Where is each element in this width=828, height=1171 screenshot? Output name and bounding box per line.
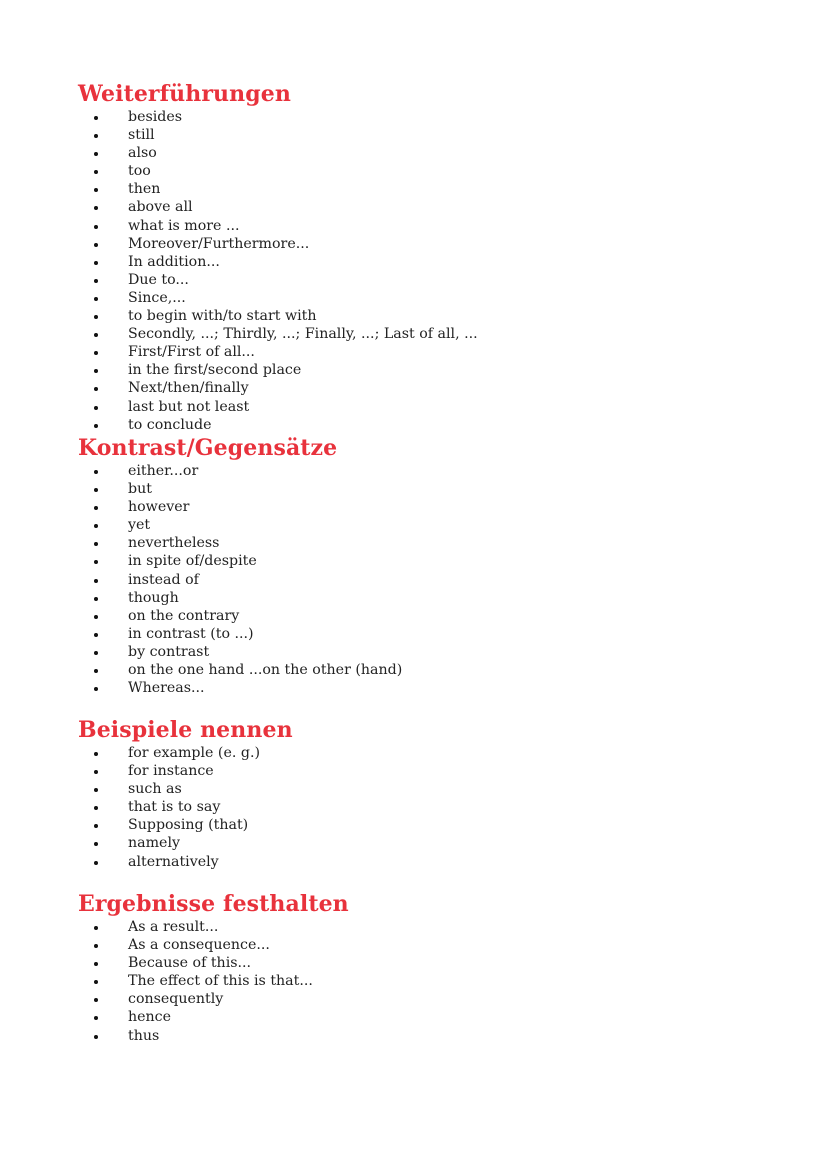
list-item <box>78 780 778 798</box>
list-item-text: besides <box>128 109 183 125</box>
bullet-icon <box>94 134 98 138</box>
section-heading: Beispiele nennen <box>78 717 293 743</box>
bullet-icon <box>94 770 98 774</box>
list-item-text: still <box>128 127 155 144</box>
bullet-icon <box>94 560 98 564</box>
list-item <box>78 416 778 434</box>
list-item <box>78 534 778 552</box>
list-item <box>78 307 778 325</box>
bullet-icon <box>94 279 98 283</box>
bullet-icon <box>94 633 98 637</box>
list-item-text: in the first/second place <box>128 362 302 379</box>
bullet-icon <box>94 687 98 691</box>
bullet-icon <box>94 944 98 948</box>
list-item-text: Moreover/Furthermore... <box>128 235 310 252</box>
section-heading: Ergebnisse festhalten <box>78 891 349 917</box>
bullet-icon <box>94 116 98 120</box>
list-item-text: to conclude <box>128 416 212 433</box>
list-item <box>78 853 778 871</box>
bullet-icon <box>94 424 98 428</box>
section-weiterfuehrungen <box>78 80 778 434</box>
list-item-text: As a result... <box>128 919 219 935</box>
list-item-text: to begin with/to start with <box>128 308 317 325</box>
list-item <box>78 198 778 216</box>
phrase-list <box>78 462 778 697</box>
list-item <box>78 180 778 198</box>
list-item <box>78 162 778 180</box>
list-item-text: either...or <box>128 463 199 479</box>
bullet-icon <box>94 861 98 865</box>
bullet-icon <box>94 824 98 828</box>
bullet-icon <box>94 651 98 655</box>
list-item <box>78 918 778 936</box>
bullet-icon <box>94 261 98 265</box>
list-item-text: The effect of this is that... <box>128 973 313 990</box>
bullet-icon <box>94 488 98 492</box>
bullet-icon <box>94 542 98 546</box>
list-item-text: in spite of/despite <box>128 553 257 570</box>
bullet-icon <box>94 315 98 319</box>
list-item-text: that is to say <box>128 799 221 816</box>
bullet-icon <box>94 206 98 210</box>
list-item-text: on the one hand ...on the other (hand) <box>128 662 403 679</box>
list-item <box>78 744 778 762</box>
list-item <box>78 343 778 361</box>
bullet-icon <box>94 152 98 156</box>
list-item-text: instead of <box>128 571 199 588</box>
bullet-icon <box>94 926 98 930</box>
bullet-icon <box>94 351 98 355</box>
list-item-text: but <box>128 481 152 498</box>
list-item-text: Next/then/finally <box>128 380 249 397</box>
list-item-text: First/First of all... <box>128 344 255 361</box>
bullet-icon <box>94 243 98 247</box>
bullet-icon <box>94 752 98 756</box>
bullet-icon <box>94 333 98 337</box>
list-item-text: In addition... <box>128 253 220 270</box>
list-item <box>78 990 778 1008</box>
list-item-text: however <box>128 499 190 516</box>
list-item-text: Because of this... <box>128 955 252 972</box>
section-kontrast <box>78 434 778 697</box>
list-item <box>78 480 778 498</box>
list-item <box>78 762 778 780</box>
bullet-icon <box>94 524 98 528</box>
list-item <box>78 625 778 643</box>
bullet-icon <box>94 597 98 601</box>
phrase-list <box>78 108 778 434</box>
list-item-text: also <box>128 145 157 162</box>
section-ergebnisse <box>78 890 778 1045</box>
list-item <box>78 126 778 144</box>
list-item-text: nevertheless <box>128 535 220 552</box>
bullet-icon <box>94 170 98 174</box>
bullet-icon <box>94 962 98 966</box>
list-item-text: Due to... <box>128 271 189 288</box>
list-item <box>78 661 778 679</box>
list-item-text: though <box>128 589 179 606</box>
bullet-icon <box>94 579 98 583</box>
list-item <box>78 552 778 570</box>
list-item <box>78 1027 778 1045</box>
bullet-icon <box>94 615 98 619</box>
list-item-text: thus <box>128 1027 160 1044</box>
list-item-text: above all <box>128 199 193 216</box>
list-item-text: for example (e. g.) <box>128 745 260 761</box>
list-item <box>78 954 778 972</box>
bullet-icon <box>94 998 98 1002</box>
list-item-text: Since,... <box>128 289 186 306</box>
list-item <box>78 108 778 126</box>
list-item <box>78 398 778 416</box>
list-item <box>78 589 778 607</box>
bullet-icon <box>94 788 98 792</box>
bullet-icon <box>94 1016 98 1020</box>
list-item-text: namely <box>128 835 180 852</box>
list-item <box>78 379 778 397</box>
list-item <box>78 325 778 343</box>
list-item-text: by contrast <box>128 643 210 660</box>
list-item <box>78 607 778 625</box>
list-item <box>78 1008 778 1026</box>
list-item-text: hence <box>128 1009 172 1026</box>
list-item <box>78 144 778 162</box>
bullet-icon <box>94 369 98 373</box>
list-item-text: yet <box>128 517 151 534</box>
phrase-list <box>78 744 778 871</box>
list-item-text: too <box>128 163 151 180</box>
list-item-text: Secondly, ...; Thirdly, ...; Finally, ...; Last of all, ... <box>128 326 478 343</box>
bullet-icon <box>94 806 98 810</box>
list-item <box>78 679 778 697</box>
list-item-text: then <box>128 181 161 198</box>
list-item <box>78 271 778 289</box>
bullet-icon <box>94 980 98 984</box>
section-beispiele <box>78 716 778 871</box>
list-item <box>78 361 778 379</box>
list-item <box>78 235 778 253</box>
list-item <box>78 253 778 271</box>
list-item-text: such as <box>128 781 182 798</box>
bullet-icon <box>94 842 98 846</box>
list-item-text: in contrast (to ...) <box>128 625 254 642</box>
bullet-icon <box>94 470 98 474</box>
list-item-text: As a consequence... <box>128 937 270 954</box>
list-item <box>78 798 778 816</box>
list-item <box>78 462 778 480</box>
list-item <box>78 217 778 235</box>
list-item-text: last but not least <box>128 398 250 415</box>
phrase-list <box>78 918 778 1045</box>
bullet-icon <box>94 188 98 192</box>
bullet-icon <box>94 406 98 410</box>
bullet-icon <box>94 387 98 391</box>
bullet-icon <box>94 225 98 229</box>
list-item-text: Whereas... <box>128 680 205 697</box>
list-item-text: on the contrary <box>128 607 240 624</box>
bullet-icon <box>94 1035 98 1039</box>
list-item <box>78 972 778 990</box>
list-item <box>78 516 778 534</box>
list-item-text: what is more ... <box>128 217 240 234</box>
list-item <box>78 289 778 307</box>
bullet-icon <box>94 669 98 673</box>
list-item <box>78 816 778 834</box>
list-item-text: alternatively <box>128 853 219 870</box>
bullet-icon <box>94 297 98 301</box>
bullet-icon <box>94 506 98 510</box>
list-item <box>78 498 778 516</box>
list-item <box>78 571 778 589</box>
list-item-text: Supposing (that) <box>128 817 249 834</box>
list-item-text: consequently <box>128 991 224 1008</box>
list-item <box>78 643 778 661</box>
list-item <box>78 834 778 852</box>
section-heading: Kontrast/Gegensätze <box>78 435 338 461</box>
section-heading: Weiterführungen <box>78 81 291 107</box>
list-item-text: for instance <box>128 763 214 780</box>
list-item <box>78 936 778 954</box>
